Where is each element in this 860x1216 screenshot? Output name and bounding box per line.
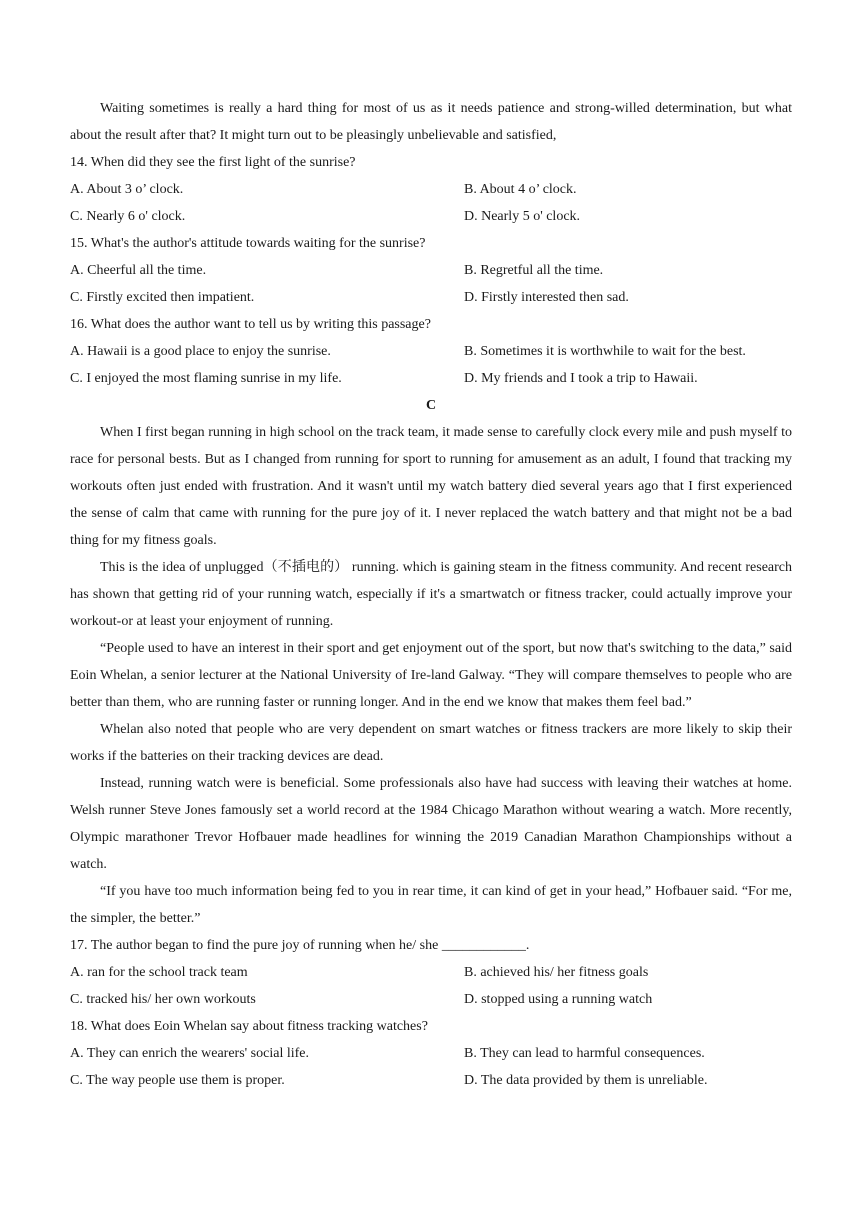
options-grid [70, 176, 792, 230]
options-grid [70, 1040, 792, 1094]
question-text: 18. What does Eoin Whelan say about fitness tracking watches? [70, 1019, 428, 1034]
passage-paragraph: When I first began running in high school on the track team, it made sense to carefully clock every mile and push myself to race for personal bests. But as I changed from running for sport to running for amusement as an adult, I found that tracking my workouts often just ended with frustration. And it wasn't until my watch battery died several years ago that I first experienced the sense of calm that came with running for the pure joy of it. I never replaced the watch battery and that might not be a bad thing for my fitness goals. [70, 425, 792, 548]
option-a: A. They can enrich the wearers' social life. [70, 1046, 309, 1061]
option-b: B. About 4 o’ clock. [464, 182, 577, 197]
option-b: B. They can lead to harmful consequences. [464, 1046, 705, 1061]
passage-paragraph: Whelan also noted that people who are very dependent on smart watches or fitness trackers are more likely to skip their works if the batteries on their tracking devices are dead. [70, 722, 792, 764]
option-c: C. Nearly 6 o' clock. [70, 209, 186, 224]
question-block-16 [70, 311, 792, 392]
option-d: D. Firstly interested then sad. [464, 290, 629, 305]
options-grid [70, 959, 792, 1013]
options-grid [70, 338, 792, 392]
question-text: 14. When did they see the first light of the sunrise? [70, 155, 356, 170]
option-c: C. Firstly excited then impatient. [70, 290, 255, 305]
option-c: C. tracked his/ her own workouts [70, 992, 256, 1007]
question-block-17 [70, 932, 792, 1013]
option-a: A. About 3 o’ clock. [70, 182, 184, 197]
option-c: C. The way people use them is proper. [70, 1073, 285, 1088]
option-a: A. Cheerful all the time. [70, 263, 207, 278]
passage-paragraph: “People used to have an interest in their sport and get enjoyment out of the sport, but now that's switching to the data,” said Eoin Whelan, a senior lecturer at the National University of Ire-land Galway. “They will compare themselves to people who are better than them, who are running faster or running longer. And in the end we know that makes them feel bad.” [70, 641, 792, 710]
passage-paragraph: “If you have too much information being fed to you in rear time, it can kind of get in your head,” Hofbauer said. “For me, the simpler, the better.” [70, 884, 792, 926]
option-c: C. I enjoyed the most flaming sunrise in my life. [70, 371, 342, 386]
option-a: A. Hawaii is a good place to enjoy the sunrise. [70, 344, 331, 359]
question-block-14 [70, 149, 792, 230]
options-grid [70, 257, 792, 311]
section-heading: C [425, 398, 437, 413]
option-b: B. Regretful all the time. [464, 263, 604, 278]
question-text: 15. What's the author's attitude towards waiting for the sunrise? [70, 236, 426, 251]
question-text: 17. The author began to find the pure joy of running when he/ she ____________. [70, 938, 530, 953]
option-a: A. ran for the school track team [70, 965, 248, 980]
question-block-18 [70, 1013, 792, 1094]
passage-paragraph: Instead, running watch were is beneficial. Some professionals also have had success with leaving their watches at home. Welsh runner Steve Jones famously set a world record at the 1984 Chicago Marathon without wearing a watch. More recently, Olympic marathoner Trevor Hofbauer made headlines for winning the 2019 Canadian Marathon Championships without a watch. [70, 776, 792, 872]
question-text: 16. What does the author want to tell us by writing this passage? [70, 317, 431, 332]
option-d: D. The data provided by them is unreliable. [464, 1073, 708, 1088]
document-page [70, 95, 792, 1094]
option-b: B. Sometimes it is worthwhile to wait for the best. [464, 344, 746, 359]
option-b: B. achieved his/ her fitness goals [464, 965, 649, 980]
passage-paragraph: This is the idea of unplugged（不插电的） running. which is gaining steam in the fitness community. And recent research has shown that getting rid of your running watch, especially if it's a smartwatch or fitness tracker, could actually improve your workout-or at least your enjoyment of running. [70, 560, 792, 629]
question-block-15 [70, 230, 792, 311]
option-d: D. stopped using a running watch [464, 992, 653, 1007]
intro-paragraph: Waiting sometimes is really a hard thing for most of us as it needs patience and strong-willed determination, but what about the result after that? It might turn out to be pleasingly unbelievable and satisfied, [70, 101, 792, 143]
option-d: D. Nearly 5 o' clock. [464, 209, 581, 224]
option-d: D. My friends and I took a trip to Hawaii. [464, 371, 698, 386]
